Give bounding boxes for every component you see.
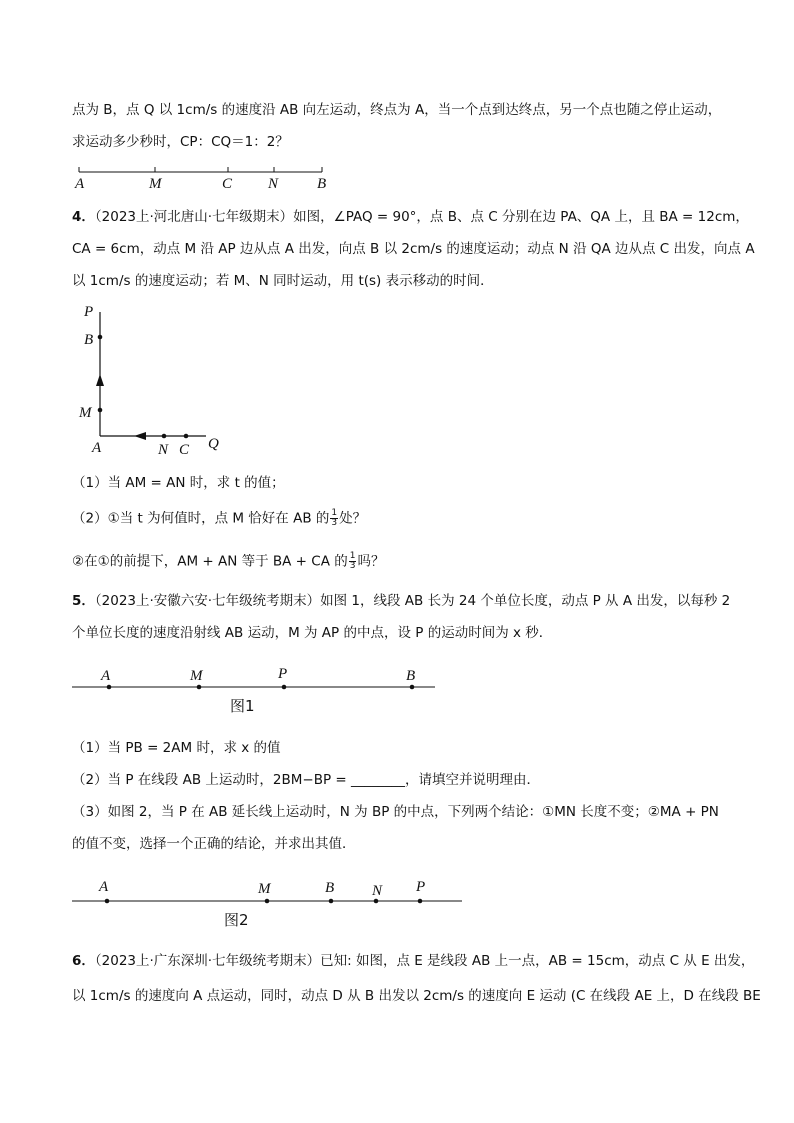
figure1-caption: 图1 (230, 697, 255, 715)
fig2-label-p: P (416, 879, 426, 895)
problem4-text1: 如图，∠PAQ = 90°，点 B、点 C 分别在边 PA、QA 上，且 BA = 12cm， (293, 209, 749, 225)
problem6-source: （2023上·广东深圳·七年级统考期末） (94, 953, 321, 969)
problem4-line3: 以 1cm/s 的速度运动；若 M、N 同时运动，用 t(s) 表示移动的时间． (72, 273, 494, 289)
problem6-line2: 以 1cm/s 的速度向 A 点运动，同时，动点 D 从 B 出发以 2cm/s 的速度向 E 运动 (C 在线段 AE 上，D 在线段 BE (72, 988, 761, 1004)
fig3-label-b: B (317, 176, 327, 192)
problem4-source: （2023上·河北唐山·七年级期末） (94, 209, 294, 225)
fig1-label-p: P (278, 666, 288, 682)
problem6-line1 (72, 952, 754, 970)
problem5-text1: 如图 1，线段 AB 长为 24 个单位长度，动点 P 从 A 出发，以每秒 2 (320, 593, 731, 609)
fig3-label-c: C (222, 176, 233, 192)
fig1-label-b: B (406, 668, 416, 684)
fig2-label-b: B (325, 880, 335, 896)
fig4-label-n: N (158, 442, 169, 458)
figure2-caption: 图2 (224, 911, 249, 929)
problem5-source: （2023上·安徽六安·七年级统考期末） (94, 593, 321, 609)
problem6-number: 6． (72, 953, 95, 969)
problem6-text1: 已知: 如图，点 E 是线段 AB 上一点，AB = 15cm，动点 C 从 E 出发， (320, 953, 755, 969)
fig1-label-m: M (190, 668, 203, 684)
problem3-line2: 求运动多少秒时，CP：CQ＝1：2？ (72, 134, 289, 150)
problem5-q3a: （3）如图 2，当 P 在 AB 延长线上运动时，N 为 BP 的中点，下列两个结论：①MN 长度不变；②MA + PN (72, 804, 719, 820)
problem4-line2: CA = 6cm，动点 M 沿 AP 边从点 A 出发，向点 B 以 2cm/s 的速度运动；动点 N 沿 QA 边从点 C 出发，向点 A (72, 241, 755, 257)
problem4-q2a: （2）①当 t 为何值时，点 M 恰好在 AB 的 $\frac{1}{3}$ 处？ (72, 508, 367, 528)
fig2-label-n: N (372, 883, 383, 899)
problem5-line2: 个单位长度的速度沿射线 AB 运动，M 为 AP 的中点，设 P 的运动时间为 x 秒． (72, 625, 553, 641)
fig4-label-c: C (179, 442, 190, 458)
fraction-one-third: $\frac{1}{3}$ (349, 551, 356, 571)
problem4-line1 (72, 208, 749, 226)
problem5-figure1 (72, 660, 442, 720)
fig1-label-a: A (101, 668, 111, 684)
problem4-figure (76, 300, 236, 460)
fig4-label-m: M (79, 405, 92, 421)
problem5-number: 5． (72, 593, 95, 609)
fig2-label-m: M (258, 881, 271, 897)
problem5-q2: （2）当 P 在线段 AB 上运动时，2BM−BP = ________，请填空并说明理由． (72, 772, 540, 788)
fig4-label-p: P (84, 304, 94, 320)
problem3-line1: 点为 B，点 Q 以 1cm/s 的速度沿 AB 向左运动，终点为 A，当一个点到达终点，另一个点也随之停止运动， (72, 102, 722, 118)
fig4-label-a: A (92, 440, 102, 456)
problem4-q2b: ②在①的前提下，AM + AN 等于 BA + CA 的 $\frac{1}{3}$ 吗？ (72, 551, 385, 571)
fig4-label-b: B (84, 332, 94, 348)
problem3-figure (72, 160, 342, 194)
fig4-label-q: Q (208, 436, 219, 452)
fig3-label-n: N (268, 176, 279, 192)
problem4-q1: （1）当 AM = AN 时，求 t 的值； (72, 475, 285, 491)
fig2-label-a: A (99, 879, 109, 895)
problem4-number: 4． (72, 209, 95, 225)
fraction-one-third: $\frac{1}{3}$ (331, 508, 338, 528)
problem5-figure2 (72, 874, 467, 934)
problem5-q3b: 的值不变，选择一个正确的结论，并求出其值． (72, 836, 356, 852)
fig3-label-a: A (75, 176, 85, 192)
problem5-line1 (72, 592, 730, 610)
fig3-label-m: M (149, 176, 162, 192)
problem5-q1: （1）当 PB = 2AM 时，求 x 的值 (72, 740, 281, 756)
